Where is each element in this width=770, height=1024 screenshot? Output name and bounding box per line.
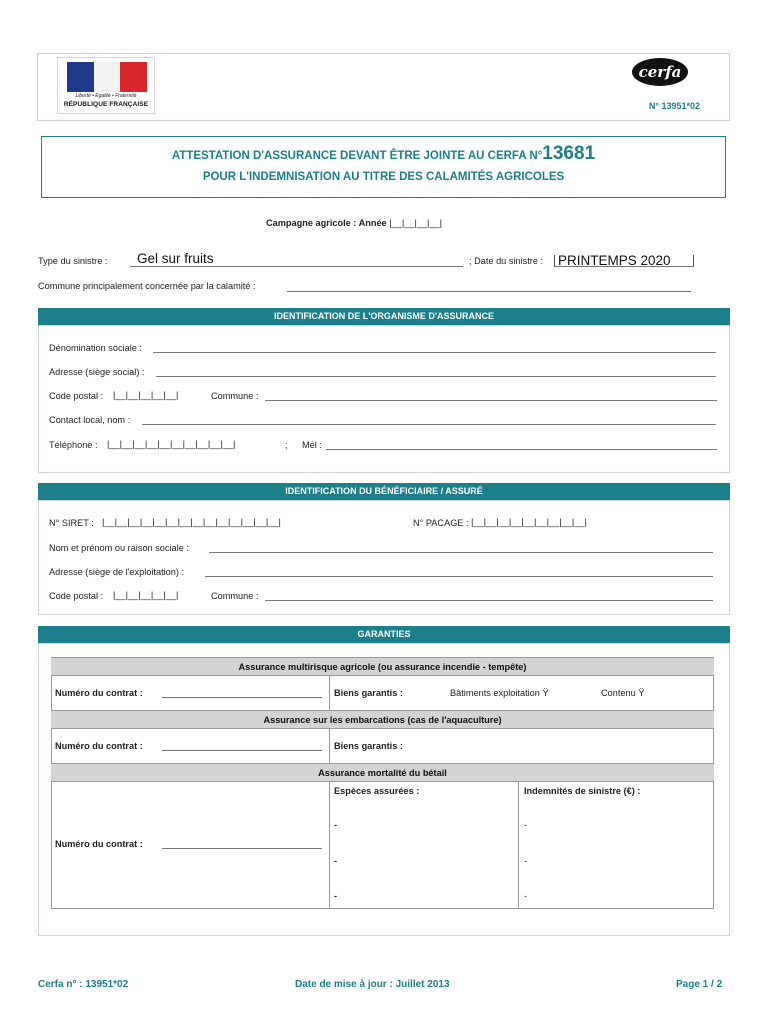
footer-page-number: Page 1 / 2 bbox=[676, 979, 723, 990]
mortalite-contrat-label: Numéro du contrat : bbox=[55, 839, 143, 849]
siret-field[interactable]: |__|__|__|__|__|__|__|__|__|__|__|__|__|__| bbox=[102, 517, 281, 527]
commune-assurance-label: Commune : bbox=[211, 391, 259, 401]
adresse-assurance-label: Adresse (siège social) : bbox=[49, 367, 145, 377]
title-cerfa-number: 13681 bbox=[542, 143, 596, 164]
divider bbox=[518, 782, 519, 909]
contact-label: Contact local, nom : bbox=[49, 415, 131, 425]
date-sinistre-label: ; Date du sinistre : bbox=[469, 256, 544, 266]
republique-francaise-logo bbox=[57, 57, 155, 114]
type-sinistre-value: Gel sur fruits bbox=[137, 251, 214, 266]
document-title-line1 bbox=[41, 143, 726, 165]
embarcations-contrat-field[interactable] bbox=[162, 741, 322, 751]
pacage-field[interactable]: |__|__|__|__|__|__|__|__|__| bbox=[471, 517, 587, 527]
date-sinistre-value: PRINTEMPS 2020 bbox=[558, 253, 671, 268]
cerfa-number: N° 13951*02 bbox=[648, 101, 700, 111]
type-sinistre-label: Type du sinistre : bbox=[38, 256, 108, 266]
telephone-label: Téléphone : bbox=[49, 440, 98, 450]
flag-icon bbox=[67, 62, 147, 92]
embarcations-biens-label: Biens garantis : bbox=[334, 741, 403, 751]
mortalite-header: Assurance mortalité du bétail bbox=[51, 763, 714, 782]
commune-calamite-label: Commune principalement concernée par la calamité : bbox=[38, 281, 256, 291]
campaign-year-boxes: |__|__|__|__| bbox=[389, 218, 443, 228]
denomination-label: Dénomination sociale : bbox=[49, 343, 142, 353]
batiments-checkbox-icon[interactable]: Ÿ bbox=[542, 688, 549, 698]
footer-update-date: Date de mise à jour : Juillet 2013 bbox=[295, 979, 450, 990]
denomination-field[interactable] bbox=[153, 343, 716, 353]
batiments-label: Bâtiments exploitation bbox=[450, 688, 540, 698]
embarcations-header: Assurance sur les embarcations (cas de l'aquaculture) bbox=[51, 710, 714, 729]
nom-field[interactable] bbox=[209, 543, 713, 553]
especes-label: Espèces assurées : bbox=[334, 786, 420, 796]
code-postal-assurance-label: Code postal : bbox=[49, 391, 104, 401]
campaign-label: Campagne agricole : Année bbox=[266, 218, 387, 228]
contenu-label: Contenu bbox=[601, 688, 636, 698]
divider bbox=[329, 729, 330, 763]
campaign-year-field[interactable] bbox=[266, 218, 442, 228]
mel-label: Mél : bbox=[302, 440, 322, 450]
indemnites-entry-2[interactable]: - bbox=[524, 856, 528, 866]
adresse-assurance-field[interactable] bbox=[156, 367, 716, 377]
indemnites-entry-3[interactable]: - bbox=[524, 891, 528, 901]
commune-beneficiaire-field[interactable] bbox=[265, 591, 713, 601]
pacage-label: N° PACAGE : bbox=[413, 518, 469, 528]
indemnites-entry-1[interactable]: - bbox=[524, 820, 528, 830]
divider bbox=[329, 782, 330, 909]
commune-assurance-field[interactable] bbox=[265, 391, 717, 401]
mortalite-contrat-field[interactable] bbox=[162, 839, 322, 849]
divider bbox=[329, 676, 330, 710]
especes-entry-1[interactable]: - bbox=[334, 820, 338, 830]
commune-beneficiaire-label: Commune : bbox=[211, 591, 259, 601]
republic-motto: Liberté • Égalité • Fraternité bbox=[75, 93, 137, 99]
nom-label: Nom et prénom ou raison sociale : bbox=[49, 543, 189, 553]
republic-name: RÉPUBLIQUE FRANÇAISE bbox=[63, 101, 149, 108]
contenu-checkbox-icon[interactable]: Ÿ bbox=[638, 688, 645, 698]
adresse-exploitation-label: Adresse (siège de l'exploitation) : bbox=[49, 567, 185, 577]
contenu-option[interactable] bbox=[601, 688, 644, 698]
separator-semicolon: ; bbox=[285, 440, 288, 450]
code-postal-assurance-field[interactable]: |__|__|__|__|__| bbox=[113, 390, 179, 400]
code-postal-beneficiaire-label: Code postal : bbox=[49, 591, 104, 601]
beneficiaire-section-header: IDENTIFICATION DU BÉNÉFICIAIRE / ASSURÉ bbox=[38, 483, 730, 500]
garanties-section-header: GARANTIES bbox=[38, 626, 730, 643]
title-prefix: ATTESTATION D'ASSURANCE DEVANT ÊTRE JOINTE AU CERFA N° bbox=[171, 150, 543, 162]
telephone-field[interactable]: |__|__|__|__|__|__|__|__|__|__| bbox=[107, 439, 236, 449]
cerfa-logo: cerfa bbox=[632, 58, 688, 86]
contact-field[interactable] bbox=[142, 415, 716, 425]
siret-label: N° SIRET : bbox=[49, 518, 94, 528]
document-title-line2: POUR L'INDEMNISATION AU TITRE DES CALAMITÉS AGRICOLES bbox=[202, 171, 565, 183]
multirisque-biens-label: Biens garantis : bbox=[334, 688, 403, 698]
indemnites-label: Indemnités de sinistre (€) : bbox=[524, 786, 641, 796]
multirisque-header: Assurance multirisque agricole (ou assurance incendie - tempête) bbox=[51, 657, 714, 676]
especes-entry-3[interactable]: - bbox=[334, 891, 338, 901]
multirisque-contrat-field[interactable] bbox=[162, 688, 322, 698]
mel-field[interactable] bbox=[326, 440, 717, 450]
embarcations-contrat-label: Numéro du contrat : bbox=[55, 741, 143, 751]
assurance-section-header: IDENTIFICATION DE L'ORGANISME D'ASSURANCE bbox=[38, 308, 730, 325]
adresse-exploitation-field[interactable] bbox=[205, 567, 713, 577]
multirisque-contrat-label: Numéro du contrat : bbox=[55, 688, 143, 698]
code-postal-beneficiaire-field[interactable]: |__|__|__|__|__| bbox=[113, 590, 179, 600]
batiments-option[interactable] bbox=[450, 688, 549, 698]
especes-entry-2[interactable]: - bbox=[334, 856, 338, 866]
footer-cerfa-number: Cerfa n° : 13951*02 bbox=[38, 979, 129, 990]
commune-calamite-field[interactable] bbox=[287, 282, 691, 292]
